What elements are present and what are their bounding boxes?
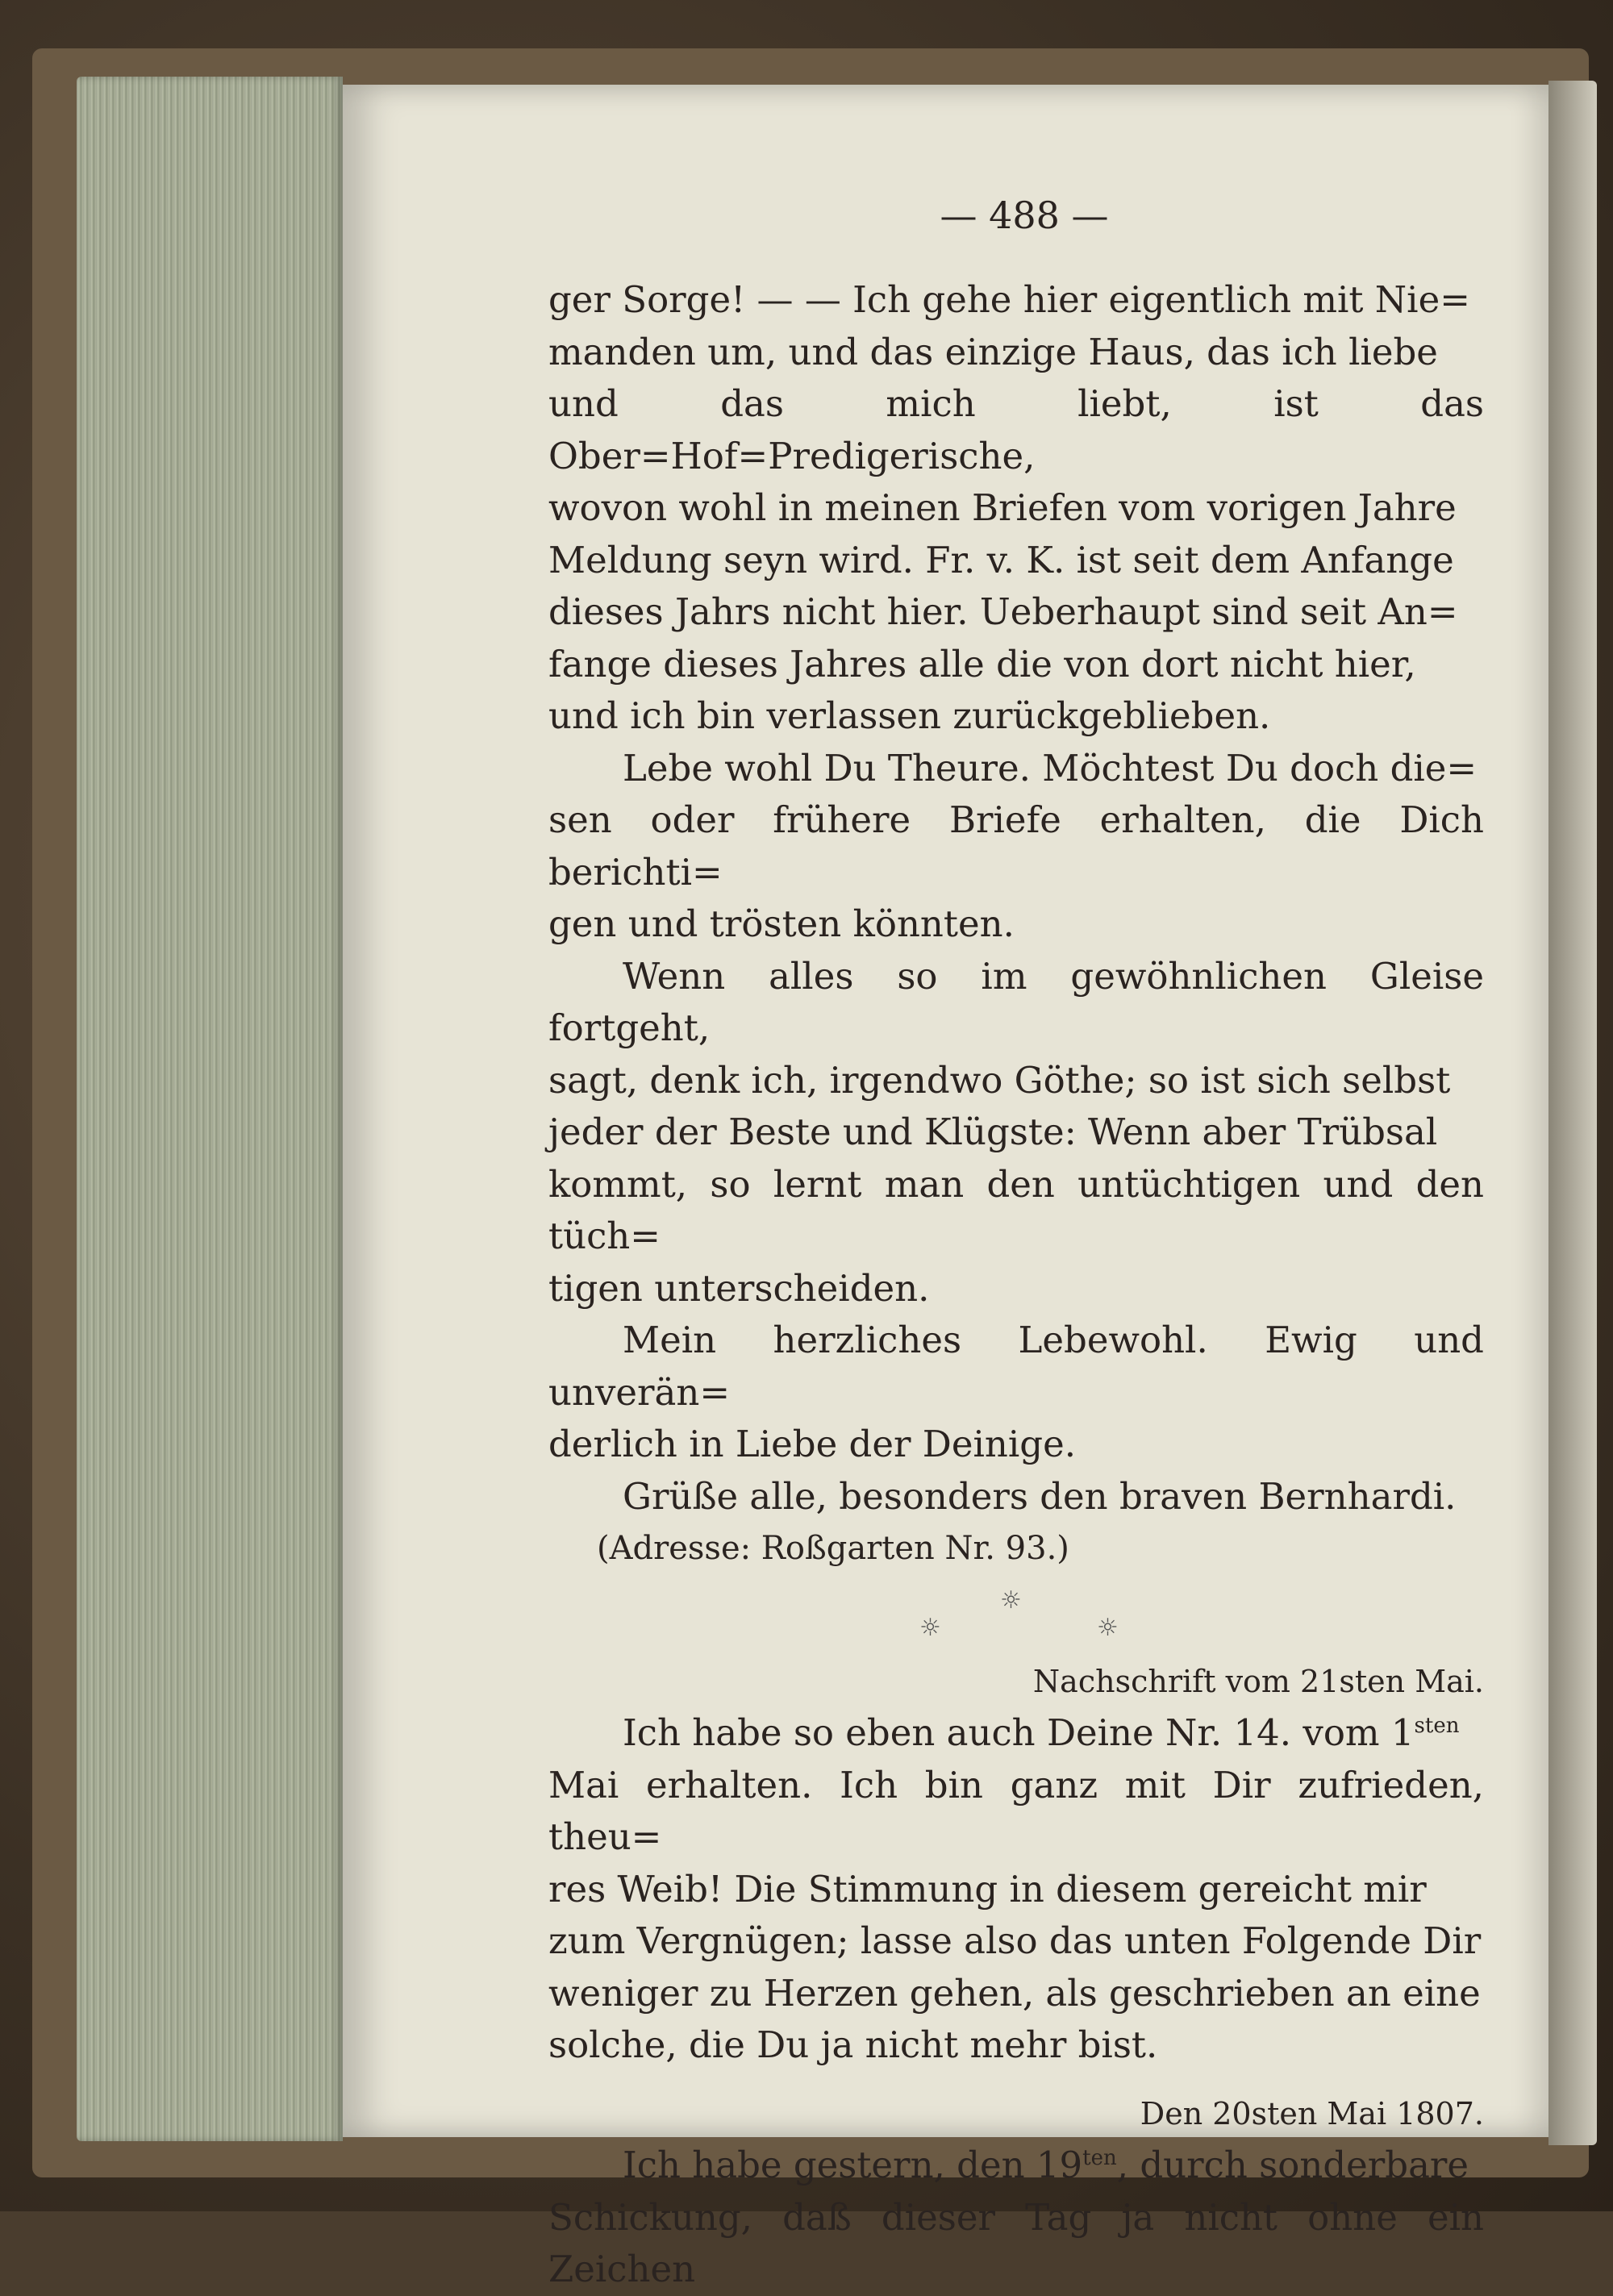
paragraph-3 <box>548 951 1484 1315</box>
text-line: jeder der Beste und Klügste: Wenn aber Trübsal <box>548 1110 1438 1153</box>
text-line: tigen unterscheiden. <box>548 1266 930 1310</box>
text-line: dieses Jahrs nicht hier. Ueberhaupt sind seit An= <box>548 590 1458 633</box>
greeting-line: Grüße alle, besonders den braven Bernhardi. <box>623 1474 1457 1518</box>
text-fragment: Ich habe so eben auch Deine Nr. 14. vom 1 <box>623 1711 1415 1754</box>
text-line: manden um, und das einzige Haus, das ich liebe <box>548 330 1438 373</box>
text-line: gen und trösten könnten. <box>548 902 1015 945</box>
ornament-star-icon: ☼ <box>919 1613 941 1642</box>
text-line: und ich bin verlassen zurückgeblieben. <box>548 694 1271 737</box>
paragraph-5 <box>548 1707 1484 2072</box>
text-line: sen oder frühere Briefe erhalten, die Dich berichti= <box>548 798 1484 894</box>
text-line: Meldung seyn wird. Fr. v. K. ist seit dem Anfange <box>548 538 1454 581</box>
text-line: res Weib! Die Stimmung in diesem gereicht mir <box>548 1867 1427 1911</box>
postscript-heading: Nachschrift vom 21sten Mai. <box>1032 1663 1484 1699</box>
text-line: ger Sorge! — — Ich gehe hier eigentlich mit Nie= <box>548 278 1470 321</box>
section-ornament <box>548 1575 1484 1656</box>
paragraph-4 <box>548 1315 1484 1471</box>
text-line: Mein herzliches Lebewohl. Ewig und unverän= <box>548 1319 1484 1414</box>
text-line: Wenn alles so im gewöhnlichen Gleise fortgeht, <box>548 954 1484 1049</box>
text-line: zum Vergnügen; lasse also das unten Folgende Dir <box>548 1919 1482 1962</box>
text-fragment: Ich habe gestern, den 19 <box>623 2144 1083 2186</box>
text-line: weniger zu Herzen gehen, als geschrieben an eine <box>548 1971 1481 2015</box>
dateline: Den 20sten Mai 1807. <box>1140 2095 1484 2131</box>
text-line: fange dieses Jahres alle die von dort nicht hier, <box>548 642 1416 685</box>
paragraph-2 <box>548 743 1484 951</box>
next-page-edge <box>1548 81 1597 2145</box>
superscript: ten <box>1082 2146 1117 2170</box>
superscript: sten <box>1414 1714 1460 1738</box>
text-line: Lebe wohl Du Theure. Möchtest Du doch die= <box>623 746 1478 790</box>
text-line: solche, die Du ja nicht mehr bist. <box>548 2023 1158 2066</box>
ornament-star-icon: ☼ <box>1000 1586 1022 1615</box>
ornament-star-icon: ☼ <box>1097 1613 1119 1642</box>
text-line: sagt, denk ich, irgendwo Göthe; so ist sich selbst <box>548 1058 1451 1102</box>
text-line: kommt, so lernt man den untüchtigen und den tüch= <box>548 1162 1484 1257</box>
text-line: und das mich liebt, ist das Ober=Hof=Predigerische, <box>548 382 1484 477</box>
text-line: Mai erhalten. Ich bin ganz mit Dir zufrieden, theu= <box>548 1763 1484 1858</box>
paragraph-6 <box>548 2140 1484 2296</box>
address-line: (Adresse: Roßgarten Nr. 93.) <box>597 1530 1069 1567</box>
text-line: Schickung, daß dieser Tag ja nicht ohne ein Zeichen <box>548 2195 1484 2290</box>
text-fragment: , durch sonderbare <box>1116 2144 1469 2186</box>
page-edges <box>77 77 343 2141</box>
text-line: wovon wohl in meinen Briefen vom vorigen Jahre <box>548 486 1457 529</box>
page-number: — 488 — <box>940 194 1109 237</box>
text-line: derlich in Liebe der Deinige. <box>548 1423 1077 1465</box>
text-line <box>548 1707 1484 1760</box>
paragraph-1 <box>548 274 1484 743</box>
text-line <box>548 2140 1484 2192</box>
page-text <box>548 274 1484 2290</box>
